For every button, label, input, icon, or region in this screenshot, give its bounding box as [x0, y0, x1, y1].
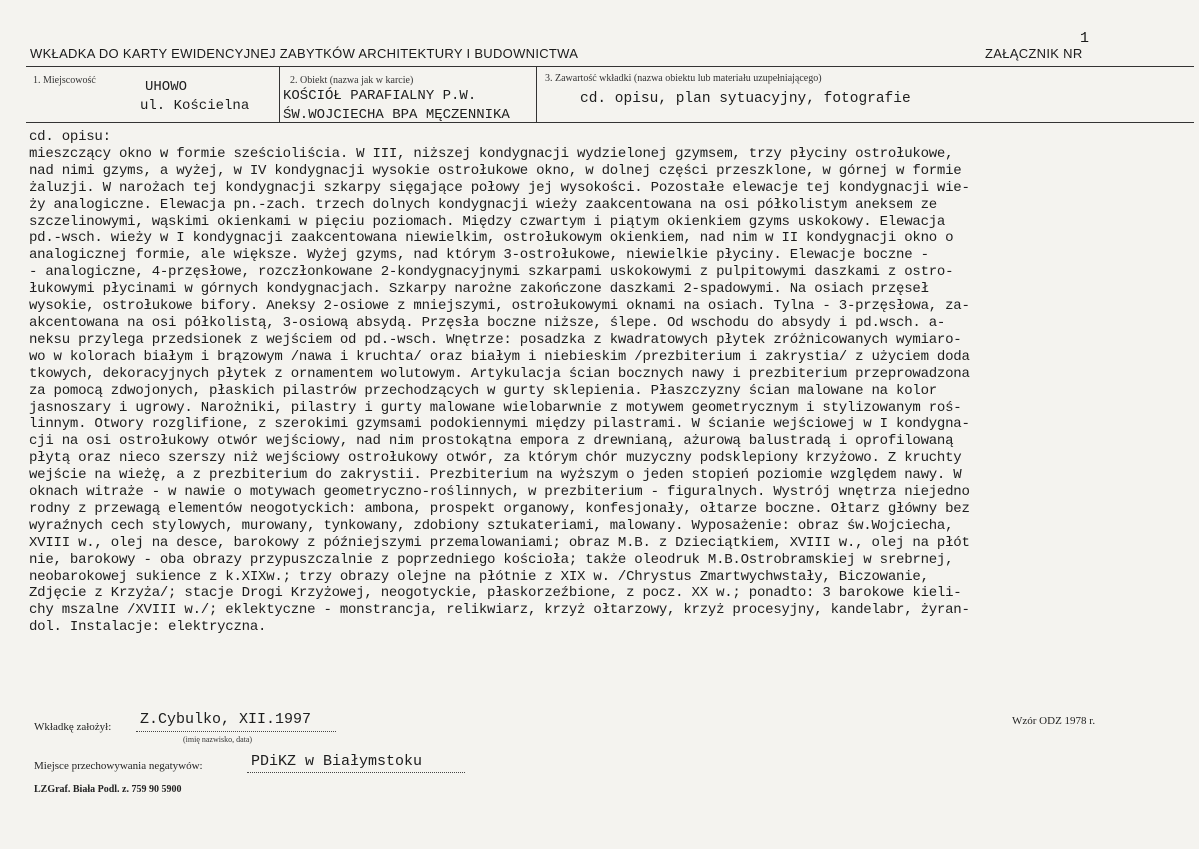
body-line: nad nimi gzyms, a wyżej, w IV kondygnacji wysokie ostrołukowe okno, w dolnej części przeszklone, w górnej w formie — [29, 162, 962, 179]
storage-value: PDiKZ w Białymstoku — [251, 753, 423, 770]
author-dotline — [136, 731, 336, 732]
body-line: mieszczący okno w formie sześcioliścia. W III, niższej kondygnacji wydzielonej gzymsem, trzy płyciny ostrołukowe, — [29, 145, 954, 162]
content-label: 3. Zawartość wkładki (nazwa obiektu lub materiału uzupełniającego) — [545, 73, 822, 84]
object-label: 2. Obiekt (nazwa jak w karcie) — [290, 75, 414, 86]
content-value: cd. opisu, plan sytuacyjny, fotografie — [580, 91, 911, 107]
body-line: chy mszalne /XVIII w./; eklektyczne - monstrancja, relikwiarz, krzyż ołtarzowy, krzyż procesyjny, kandelabr, żyran- — [29, 602, 970, 619]
body-line: neksu przylega przedsionek z wejściem od pd.-wsch. Wnętrze: posadzka z kwadratowych płytek zróżnicowanych wymiaro- — [29, 331, 962, 348]
body-line: linnym. Otwory rozglifione, z szerokimi gzymsami podokiennymi między pilastrami. W ścianie wejściowej w I kondygna- — [29, 416, 970, 433]
body-line: akcentowana na osi półkolistą, 3-osiową absydą. Przęsła boczne niższe, ślepe. Od wschodu do absydy i pd.wsch. a- — [29, 314, 946, 331]
storage-dotline — [247, 772, 465, 773]
author-label: Wkładkę założył: — [34, 721, 112, 733]
body-line: analogicznej formie, ale większe. Wyżej gzyms, nad którym 3-ostrołukowe, niewielkie płyciny. Elewacje boczne - — [29, 247, 929, 264]
form-title: WKŁADKA DO KARTY EWIDENCYJNEJ ZABYTKÓW ARCHITEKTURY I BUDOWNICTWA — [30, 46, 579, 61]
body-line: neobarokowej sukience z k.XIXw.; trzy obrazy olejne na płótnie z XIX w. /Chrystus Zmartwychwstały, Biczowanie, — [29, 568, 929, 585]
body-line: cji na osi ostrołukowy otwór wejściowy, nad nim prostokątna empora z drewnianą, ażurową balustradą i oprofilowaną — [29, 433, 954, 450]
body-line: wejście na wieżę, a z prezbiterium do zakrystii. Prezbiterium na wyższym o jeden stopień poziomie względem nawy. W — [29, 467, 962, 484]
object-name-line-1: KOŚCIÓŁ PARAFIALNY P.W. — [283, 88, 477, 104]
body-line: rodny z przewagą elementów neogotyckich: ambona, prospekt organowy, konfesjonały, ołtarze boczne. Ołtarz główny bez — [29, 500, 970, 517]
header-rule — [26, 66, 1194, 67]
location-label: 1. Miejscowość — [33, 75, 96, 86]
object-name-line-2: ŚW.WOJCIECHA BPA MĘCZENNIKA — [283, 107, 510, 123]
author-hint: (imię nazwisko, data) — [183, 735, 253, 744]
body-line: wysokie, ostrołukowe bifory. Aneksy 2-osiowe z mniejszymi, ostrołukowymi oknami na osiach. Tylna - 3-przęsłowa, za- — [29, 298, 970, 315]
location-street: ul. Kościelna — [140, 98, 250, 114]
body-line: Zdjęcie z Krzyża/; stacje Drogi Krzyżowej, neogotyckie, płaskorzeźbione, z pocz. XX w.; ponadto: 3 barokowe kieli- — [29, 585, 962, 602]
object-value — [283, 87, 510, 125]
location-value — [140, 78, 250, 116]
body-line: ży analogiczne. Elewacja pn.-zach. trzech dolnych kondygnacji wieży zaakcentowana na osi półkolistym aneksem ze — [29, 196, 937, 213]
body-line: za pomocą zdwojonych, płaskich pilastrów przechodzących w gurty sklepienia. Płaszczyzny ścian malowane na kolor — [29, 382, 937, 399]
body-line: płytą oraz nieco szerszy niż wejściowy ostrołukowy otwór, za którym chór muzyczny podsklepiony krzyżowo. Z kruchty — [29, 450, 962, 467]
printer-label: LZGraf. Biała Podl. z. 759 90 5900 — [34, 784, 182, 795]
body-line: jasnoszary i ugrowy. Narożniki, pilastry i gurty malowane wielobarwnie z motywem geometrycznym i stylizowanym roś- — [29, 399, 962, 416]
body-line: łukowymi płycinami w górnych kondygnacjach. Szkarpy narożne zakończone daszkami 2-spadowymi. Na osiach przęseł — [29, 281, 929, 298]
body-line: cd. opisu: — [29, 129, 111, 145]
body-line: - analogiczne, 4-przęsłowe, rozczłonkowane 2-kondygnacyjnymi szkarpami uskokowymi z pulpitowymi daszkami z ostro- — [29, 264, 954, 281]
body-line: oknach witraże - w nawie o motywach geometryczno-roślinnych, w prezbiterium - figuralnych. Wystrój wnętrza niejedno — [29, 484, 970, 501]
location-village: UHOWO — [145, 79, 188, 95]
body-line: tkowych, dekoracyjnych płytek z ornamentem wolutowym. Artykulacja ścian bocznych nawy i prezbiterium przeprowadzona — [29, 365, 970, 382]
body-line: nie, barokowy - oba obrazy przypuszczalnie z poprzedniego kościoła; także oleodruk M.B.Ostrobramskiej w srebrnej, — [29, 551, 954, 568]
description-body — [29, 129, 1197, 636]
body-line: wo w kolorach białym i brązowym /nawa i kruchta/ oraz białym i niebieskim /prezbiterium i zakrystia/ z użyciem doda — [29, 348, 970, 365]
field-divider-2 — [536, 67, 537, 122]
attachment-number-label: ZAŁĄCZNIK NR — [985, 46, 1083, 61]
body-line: żaluzji. W narożach tej kondygnacji szkarpy sięgające połowy jej wysokości. Pozostałe elewacje tej kondygnacji wie- — [29, 179, 970, 196]
page-number: 1 — [1080, 30, 1090, 47]
template-label: Wzór ODZ 1978 r. — [1012, 715, 1096, 727]
body-line: dol. Instalacje: elektryczna. — [29, 619, 267, 636]
body-line: wyraźnych cech stylowych, murowany, tynkowany, zdobiony sztukateriami, malowany. Wyposażenie: obraz św.Wojciecha, — [29, 517, 954, 534]
field-divider-1 — [279, 67, 280, 122]
body-line: szczelinowymi, wąskimi okienkami w pięciu poziomach. Między czwartym i piątym okienkiem gzyms uskokowy. Elewacja — [29, 213, 946, 230]
author-value: Z.Cybulko, XII.1997 — [140, 711, 312, 728]
body-line: XVIII w., olej na desce, barokowy z późniejszymi przemalowaniami; obraz M.B. z Dzieciątkiem, XVIII w., olej na płót — [29, 534, 970, 551]
body-line: pd.-wsch. wieży w I kondygnacji zaakcentowana niewielkim, ostrołukowym okienkiem, nad nim w II kondygnacji okno o — [29, 230, 954, 247]
fields-rule — [26, 122, 1194, 123]
storage-label: Miejsce przechowywania negatywów: — [34, 760, 203, 772]
